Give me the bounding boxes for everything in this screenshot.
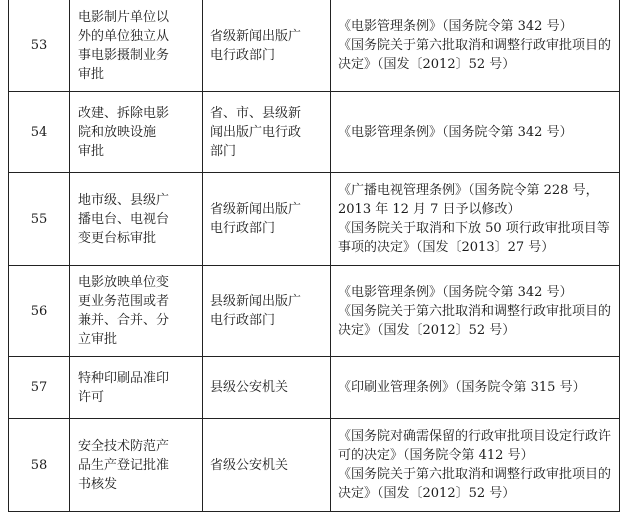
cell-line: 电影制片单位以 [78,9,170,25]
cell-line: 决定》（国发〔2012〕52 号） [338,486,516,501]
table-row [9,357,620,419]
row-number: 54 [9,92,70,173]
cell-line: 电行政部门 [210,47,276,63]
row-number: 58 [9,419,70,512]
approval-item-name [70,266,203,357]
cell-line: 电行政部门 [210,313,276,328]
cell-line: 《国务院关于第六批取消和调整行政审批项目的 [338,467,612,482]
cell-line: 更业务范围或者 [78,294,170,309]
table-row [9,266,620,357]
cell-line: 《印刷业管理条例》（国务院令第 315 号） [338,380,586,395]
table-row [9,173,620,266]
implementing-department [203,173,331,266]
cell-line: 可的决定》（国务院令第 412 号） [338,448,534,463]
cell-line: 《国务院关于第六批取消和调整行政审批项目的 [338,303,612,319]
cell-line: 省级新闻出版广 [210,28,302,44]
cell-line: 2013 年 12 月 7 日予以修改） [338,202,521,217]
cell-line: 《电影管理条例》（国务院令第 342 号） [338,124,573,140]
implementing-department [203,419,331,512]
cell-line: 电行政部门 [210,221,276,236]
cell-line: 立审批 [78,332,118,347]
cell-line: 特种印刷品准印 [78,370,170,386]
cell-line: 地市级、县级广 [78,192,170,208]
cell-line: 变更台标审批 [78,230,157,246]
legal-basis [331,357,620,419]
cell-line: 兼并、合并、分 [78,313,170,328]
cell-line: 外的单位独立从 [78,28,170,44]
cell-line: 县级公安机关 [210,380,289,395]
cell-line: 审批 [78,143,105,159]
cell-line: 改建、拆除电影 [78,105,170,121]
cell-line: 事项的决定》（国发〔2013〕27 号） [338,240,555,255]
row-number: 56 [9,266,70,357]
legal-basis [331,173,620,266]
implementing-department [203,266,331,357]
cell-line: 院和放映设施 [78,124,157,140]
approval-item-name [70,0,203,92]
implementing-department [203,92,331,173]
cell-line: 决定》（国发〔2012〕52 号） [338,57,516,72]
approval-item-name [70,357,203,419]
cell-line: 书核发 [78,476,118,492]
approval-item-name [70,173,203,266]
row-number: 53 [9,0,70,92]
cell-line: 安全技术防范产 [78,438,170,454]
table-row [9,419,620,512]
cell-line: 电影放映单位变 [78,275,170,290]
table-row [9,0,620,92]
row-number: 57 [9,357,70,419]
table-row [9,92,620,173]
legal-basis [331,419,620,512]
cell-line: 决定》（国发〔2012〕52 号） [338,322,516,338]
cell-line: 《广播电视管理条例》（国务院令第 228 号， [338,183,599,198]
legal-basis [331,0,620,92]
cell-line: 品生产登记批准 [78,457,170,473]
table-body [9,0,620,512]
cell-line: 县级新闻出版广 [210,294,302,309]
cell-line: 省级公安机关 [210,457,289,473]
cell-line: 省、市、县级新 [210,105,302,121]
cell-line: 《国务院关于取消和下放 50 项行政审批项目等 [338,221,610,236]
cell-line: 播电台、电视台 [78,211,170,227]
approval-item-name [70,419,203,512]
cell-line: 省级新闻出版广 [210,202,302,217]
row-number: 55 [9,173,70,266]
cell-line: 闻出版广电行政 [210,124,302,140]
implementing-department [203,357,331,419]
legal-basis [331,92,620,173]
implementing-department [203,0,331,92]
legal-basis [331,266,620,357]
cell-line: 《电影管理条例》（国务院令第 342 号） [338,19,573,34]
cell-line: 《国务院对确需保留的行政审批项目设定行政许 [338,429,612,444]
cell-line: 部门 [210,143,237,159]
cell-line: 《电影管理条例》（国务院令第 342 号） [338,284,573,300]
cell-line: 许可 [78,389,105,405]
approval-item-name [70,92,203,173]
approval-items-table [8,0,620,512]
cell-line: 《国务院关于第六批取消和调整行政审批项目的 [338,38,612,53]
cell-line: 审批 [78,66,105,82]
cell-line: 事电影摄制业务 [78,47,170,63]
